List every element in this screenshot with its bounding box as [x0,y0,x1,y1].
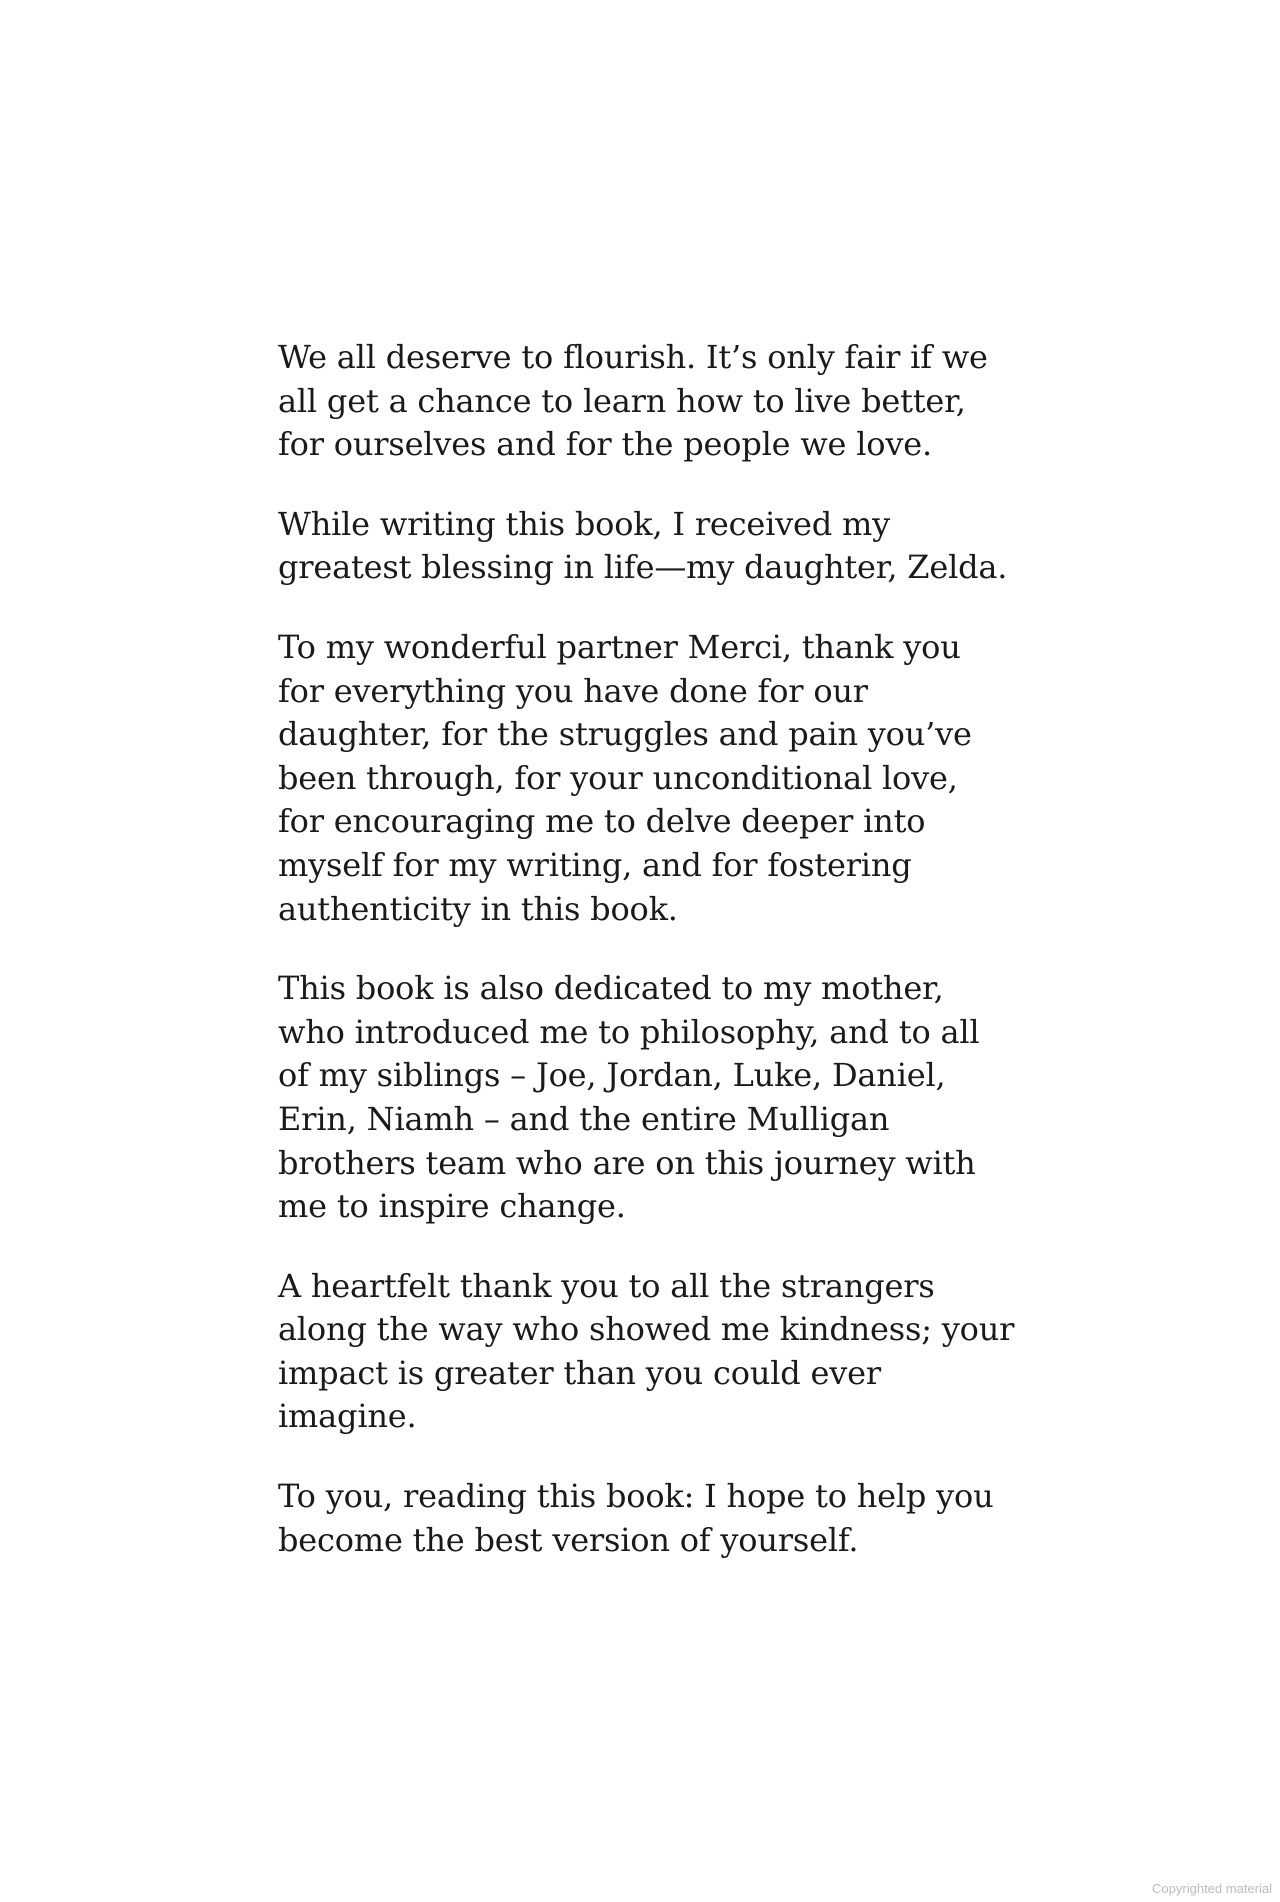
text-line: for everything you have done for our [278,671,868,710]
text-line: daughter, for the struggles and pain you’ve [278,715,972,754]
text-line: To you, reading this book: I hope to help you [278,1477,994,1516]
text-line: imagine. [278,1397,417,1436]
text-line: all get a chance to learn how to live better, [278,381,966,420]
text-line: A heartfelt thank you to all the strangers [278,1266,935,1305]
text-line: greatest blessing in life—my daughter, Zelda. [278,548,1008,587]
text-line: myself for my writing, and for fostering [278,845,912,884]
dedication-paragraph [278,1265,1018,1439]
text-line: impact is greater than you could ever [278,1353,881,1392]
text-line: for ourselves and for the people we love. [278,425,932,464]
text-line: for encouraging me to delve deeper into [278,802,926,841]
text-line: who introduced me to philosophy, and to all [278,1012,980,1051]
dedication-paragraph [278,1475,1018,1562]
text-line: This book is also dedicated to my mother, [278,969,944,1008]
dedication-paragraph [278,336,1018,467]
text-line: of my siblings – Joe, Jordan, Luke, Daniel, [278,1056,946,1095]
text-line: along the way who showed me kindness; your [278,1310,1015,1349]
text-line: brothers team who are on this journey with [278,1143,976,1182]
text-line: To my wonderful partner Merci, thank you [278,627,961,666]
text-line: While writing this book, I received my [278,504,891,543]
text-line: We all deserve to flourish. It’s only fair if we [278,338,988,376]
text-line: been through, for your unconditional love, [278,758,958,797]
dedication-paragraph [278,503,1018,590]
text-line: Erin, Niamh – and the entire Mulligan [278,1099,890,1138]
dedication-text [278,336,1018,1598]
text-line: authenticity in this book. [278,889,678,928]
copyright-notice: Copyrighted material [1152,1881,1272,1896]
dedication-paragraph [278,967,1018,1229]
dedication-paragraph [278,626,1018,931]
text-line: me to inspire change. [278,1187,626,1226]
text-line: become the best version of yourself. [278,1520,859,1559]
